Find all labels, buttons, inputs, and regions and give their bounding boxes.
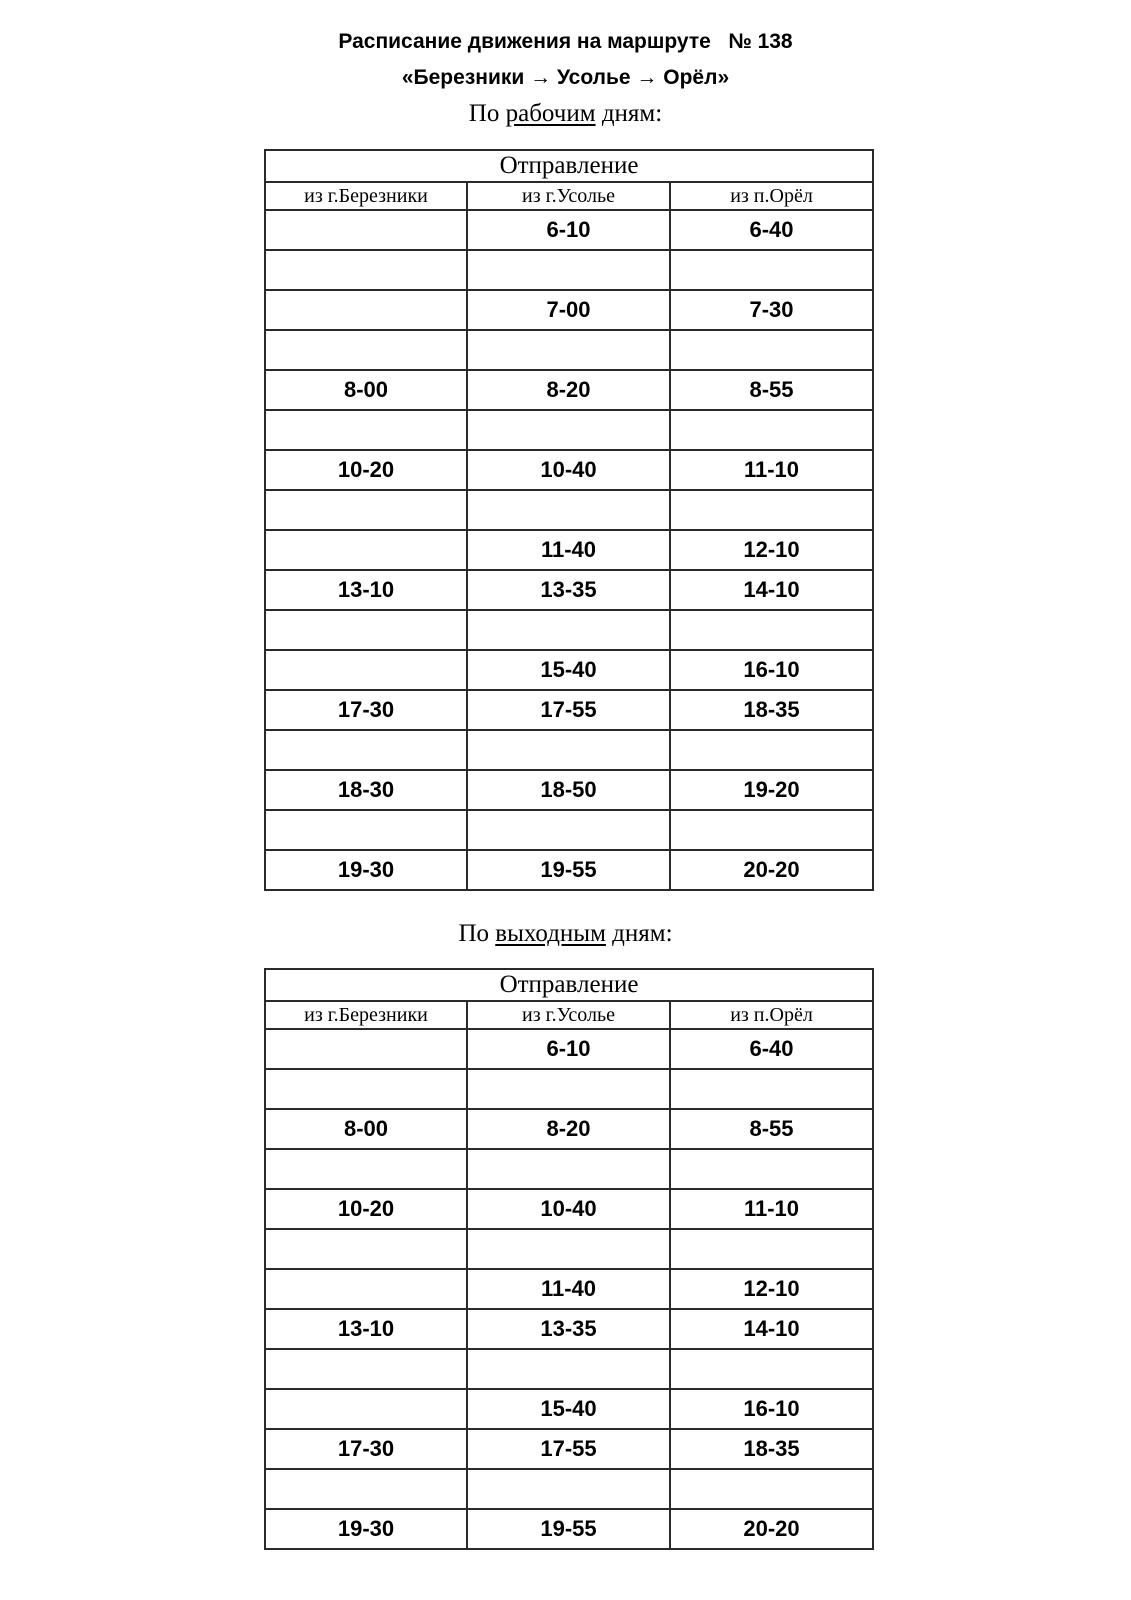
- departure-time-orel: 8-55: [670, 370, 873, 410]
- departure-time-orel: [670, 490, 873, 530]
- departure-time-berezniki: [265, 1469, 467, 1509]
- departure-time-berezniki: 10-20: [265, 450, 467, 490]
- departure-time-berezniki: 13-10: [265, 570, 467, 610]
- departure-time-berezniki: 19-30: [265, 850, 467, 890]
- table-row: [265, 450, 873, 490]
- weekends-label-underlined: выходным: [495, 920, 606, 947]
- table-row: [265, 730, 873, 770]
- table-row: [265, 410, 873, 450]
- departure-time-berezniki: [265, 410, 467, 450]
- departure-time-orel: 12-10: [670, 1269, 873, 1309]
- table-row: [265, 370, 873, 410]
- table-row: [265, 1509, 873, 1549]
- schedule-title: Расписание движения на маршруте № 138: [338, 30, 793, 53]
- departure-time-berezniki: [265, 730, 467, 770]
- weekends-label-post: дням:: [605, 920, 673, 947]
- column-header-orel: из п.Орёл: [670, 1001, 873, 1029]
- weekdays-label: [0, 100, 1131, 128]
- departure-time-berezniki: [265, 610, 467, 650]
- departure-time-berezniki: [265, 650, 467, 690]
- departure-time-berezniki: [265, 1349, 467, 1389]
- weekdays-label-post: дням:: [595, 100, 663, 127]
- departure-time-orel: [670, 610, 873, 650]
- departure-time-berezniki: 17-30: [265, 690, 467, 730]
- table-row: [265, 330, 873, 370]
- weekends-label-pre: По: [458, 920, 496, 947]
- departure-time-berezniki: [265, 1269, 467, 1309]
- departure-time-orel: 20-20: [670, 850, 873, 890]
- departure-time-usolye: 11-40: [467, 530, 670, 570]
- route-name: «Березники → Усолье → Орёл»: [401, 66, 730, 89]
- departure-time-orel: 11-10: [670, 450, 873, 490]
- departure-time-usolye: [467, 810, 670, 850]
- weekends-label: [0, 920, 1131, 948]
- departure-time-usolye: [467, 730, 670, 770]
- departure-time-berezniki: [265, 1149, 467, 1189]
- departure-time-usolye: 6-10: [467, 210, 670, 250]
- table-row: [265, 1389, 873, 1429]
- departure-time-orel: 6-40: [670, 1029, 873, 1069]
- departure-time-berezniki: 8-00: [265, 1109, 467, 1149]
- weekdays-label-underlined: рабочим: [505, 100, 596, 127]
- weekdays-table: [264, 149, 874, 891]
- departure-time-usolye: 7-00: [467, 290, 670, 330]
- column-header-usolye: из г.Усолье: [467, 1001, 670, 1029]
- departure-time-orel: 16-10: [670, 650, 873, 690]
- departure-time-usolye: 10-40: [467, 1189, 670, 1229]
- table-row: [265, 1309, 873, 1349]
- departure-time-berezniki: [265, 810, 467, 850]
- weekdays-rows: [265, 210, 873, 890]
- table-row: [265, 690, 873, 730]
- departure-time-orel: 14-10: [670, 1309, 873, 1349]
- table-row: [265, 210, 873, 250]
- weekdays-label-pre: По: [468, 100, 506, 127]
- departure-time-orel: 20-20: [670, 1509, 873, 1549]
- departure-time-berezniki: [265, 530, 467, 570]
- table-row: [265, 810, 873, 850]
- departure-time-orel: 18-35: [670, 690, 873, 730]
- departure-time-orel: 19-20: [670, 770, 873, 810]
- departure-time-berezniki: [265, 210, 467, 250]
- departure-time-usolye: 17-55: [467, 690, 670, 730]
- departure-time-orel: 16-10: [670, 1389, 873, 1429]
- departure-time-orel: [670, 1229, 873, 1269]
- departure-time-usolye: 18-50: [467, 770, 670, 810]
- departure-time-usolye: [467, 250, 670, 290]
- departure-time-orel: [670, 1349, 873, 1389]
- table-row: [265, 530, 873, 570]
- departure-time-usolye: 10-40: [467, 450, 670, 490]
- table-row: [265, 1149, 873, 1189]
- departure-header: Отправление: [265, 969, 873, 1001]
- table-row: [265, 490, 873, 530]
- departure-time-orel: [670, 1069, 873, 1109]
- departure-time-orel: 14-10: [670, 570, 873, 610]
- departure-time-usolye: 8-20: [467, 370, 670, 410]
- departure-time-usolye: 17-55: [467, 1429, 670, 1469]
- departure-time-berezniki: [265, 1389, 467, 1429]
- table-row: [265, 1109, 873, 1149]
- departure-time-orel: [670, 730, 873, 770]
- table-row: [265, 850, 873, 890]
- departure-time-usolye: [467, 1469, 670, 1509]
- table-row: [265, 570, 873, 610]
- departure-time-usolye: 13-35: [467, 570, 670, 610]
- departure-time-usolye: [467, 330, 670, 370]
- departure-time-berezniki: 10-20: [265, 1189, 467, 1229]
- departure-time-orel: 8-55: [670, 1109, 873, 1149]
- departure-time-berezniki: 17-30: [265, 1429, 467, 1469]
- departure-time-orel: [670, 250, 873, 290]
- departure-time-orel: [670, 1469, 873, 1509]
- departure-time-berezniki: 8-00: [265, 370, 467, 410]
- departure-time-orel: [670, 1149, 873, 1189]
- departure-time-orel: 11-10: [670, 1189, 873, 1229]
- departure-time-berezniki: 13-10: [265, 1309, 467, 1349]
- departure-time-berezniki: [265, 490, 467, 530]
- departure-time-usolye: [467, 490, 670, 530]
- departure-time-usolye: 11-40: [467, 1269, 670, 1309]
- departure-time-orel: 18-35: [670, 1429, 873, 1469]
- departure-time-berezniki: [265, 290, 467, 330]
- table-row: [265, 250, 873, 290]
- departure-time-usolye: [467, 1349, 670, 1389]
- departure-time-usolye: 15-40: [467, 650, 670, 690]
- departure-time-orel: [670, 810, 873, 850]
- departure-time-orel: [670, 330, 873, 370]
- table-row: [265, 650, 873, 690]
- column-header-berezniki: из г.Березники: [265, 1001, 467, 1029]
- table-row: [265, 610, 873, 650]
- departure-time-usolye: 19-55: [467, 850, 670, 890]
- column-header-orel: из п.Орёл: [670, 182, 873, 210]
- column-header-berezniki: из г.Березники: [265, 182, 467, 210]
- departure-time-berezniki: [265, 1029, 467, 1069]
- departure-time-usolye: 19-55: [467, 1509, 670, 1549]
- table-row: [265, 290, 873, 330]
- departure-time-usolye: [467, 1069, 670, 1109]
- weekends-rows: [265, 1029, 873, 1549]
- departure-time-usolye: [467, 610, 670, 650]
- table-row: [265, 1469, 873, 1509]
- departure-time-orel: 6-40: [670, 210, 873, 250]
- table-row: [265, 1349, 873, 1389]
- departure-time-usolye: [467, 410, 670, 450]
- departure-time-berezniki: 19-30: [265, 1509, 467, 1549]
- table-row: [265, 1229, 873, 1269]
- table-row: [265, 1189, 873, 1229]
- table-row: [265, 1269, 873, 1309]
- departure-time-orel: 7-30: [670, 290, 873, 330]
- departure-time-usolye: 13-35: [467, 1309, 670, 1349]
- departure-time-usolye: [467, 1229, 670, 1269]
- departure-time-orel: 12-10: [670, 530, 873, 570]
- departure-time-berezniki: [265, 1229, 467, 1269]
- table-row: [265, 1029, 873, 1069]
- table-row: [265, 1429, 873, 1469]
- table-row: [265, 770, 873, 810]
- departure-time-berezniki: [265, 250, 467, 290]
- departure-time-berezniki: [265, 1069, 467, 1109]
- departure-time-usolye: 6-10: [467, 1029, 670, 1069]
- departure-time-usolye: [467, 1149, 670, 1189]
- departure-time-usolye: 8-20: [467, 1109, 670, 1149]
- column-header-usolye: из г.Усолье: [467, 182, 670, 210]
- weekends-table: [264, 968, 874, 1550]
- departure-time-berezniki: 18-30: [265, 770, 467, 810]
- departure-time-usolye: 15-40: [467, 1389, 670, 1429]
- departure-time-berezniki: [265, 330, 467, 370]
- table-row: [265, 1069, 873, 1109]
- departure-time-orel: [670, 410, 873, 450]
- departure-header: Отправление: [265, 150, 873, 182]
